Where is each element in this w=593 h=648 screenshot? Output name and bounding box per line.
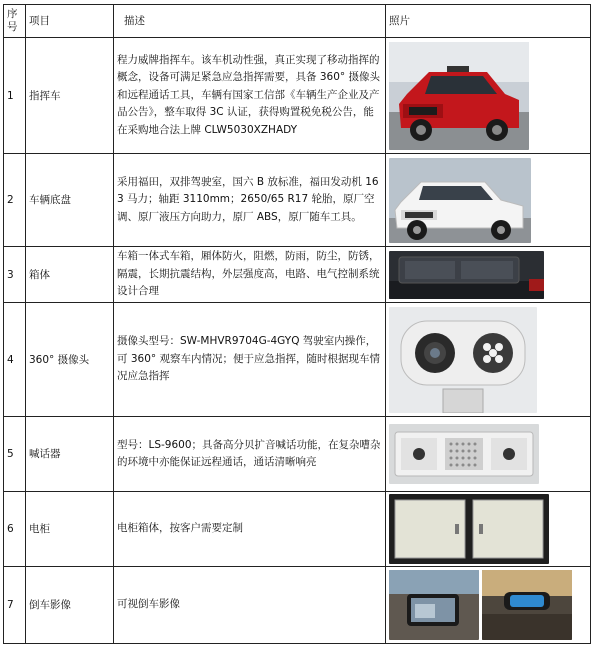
cargo-box-photo [389,251,544,299]
header-row [4,5,591,38]
row-photo [386,303,591,417]
table-row [4,303,591,417]
table-row [4,567,591,644]
row-item: 箱体 [26,247,114,303]
row-photo [386,154,591,247]
table-row [4,38,591,154]
row-item: 倒车影像 [26,567,114,644]
header-no: 序号 [4,5,26,38]
row-desc: 程力威牌指挥车。该车机动性强，真正实现了移动指挥的概念，设备可满足紧急应急指挥需要，具备 360° 摄像头和远程通话工具，车辆有国家工信部《车辆生产企业及产品公告》，整车取得 3C 认证，获得购置税免税公告，能在采购地合法上牌 CLW5030XZHADY [114,38,386,154]
dash-camera-photo [482,570,572,640]
table-row [4,492,591,567]
chassis-photo [389,158,531,243]
loudspeaker-photo [389,424,539,484]
row-desc: 采用福田，双排驾驶室，国六 B 放标准，福田发动机 163 马力；轴距 3110mm；2650/65 R17 轮胎，原厂空调、原厂液压方向助力，原厂 ABS，原厂随车工具。 [114,154,386,247]
row-no: 4 [4,303,26,417]
row-item: 电柜 [26,492,114,567]
row-no: 2 [4,154,26,247]
row-desc: 型号：LS-9600；具备高分贝扩音喊话功能，在复杂嘈杂的环境中亦能保证远程通话，通话清晰响亮 [114,417,386,492]
command-vehicle-photo [389,42,529,150]
table-row [4,417,591,492]
row-item: 车辆底盘 [26,154,114,247]
header-item: 项目 [26,5,114,38]
row-no: 7 [4,567,26,644]
electric-cabinet-photo [389,494,549,564]
row-photo [386,492,591,567]
row-photo [386,567,591,644]
row-photo [386,247,591,303]
row-desc: 电柜箱体，按客户需要定制 [114,492,386,567]
row-item: 喊话器 [26,417,114,492]
table-row [4,247,591,303]
header-photo: 照片 [386,5,591,38]
row-photo [386,38,591,154]
row-no: 6 [4,492,26,567]
reverse-monitor-photo [389,570,479,640]
row-desc: 车箱一体式车箱，厢体防火，阻燃，防雨，防尘，防锈，隔震，长期抗震结构，外层强度高，电路、电气控制系统设计合理 [114,247,386,303]
spec-table [3,4,591,644]
row-item: 指挥车 [26,38,114,154]
row-no: 3 [4,247,26,303]
table-row [4,154,591,247]
ptz-camera-photo [389,307,537,413]
header-desc: 描述 [114,5,386,38]
row-no: 5 [4,417,26,492]
row-desc: 摄像头型号：SW-MHVR9704G-4GYQ 驾驶室内操作，可 360° 观察车内情况；便于应急指挥，随时根据现车情况应急指挥 [114,303,386,417]
row-no: 1 [4,38,26,154]
row-photo [386,417,591,492]
row-item: 360° 摄像头 [26,303,114,417]
row-desc: 可视倒车影像 [114,567,386,644]
